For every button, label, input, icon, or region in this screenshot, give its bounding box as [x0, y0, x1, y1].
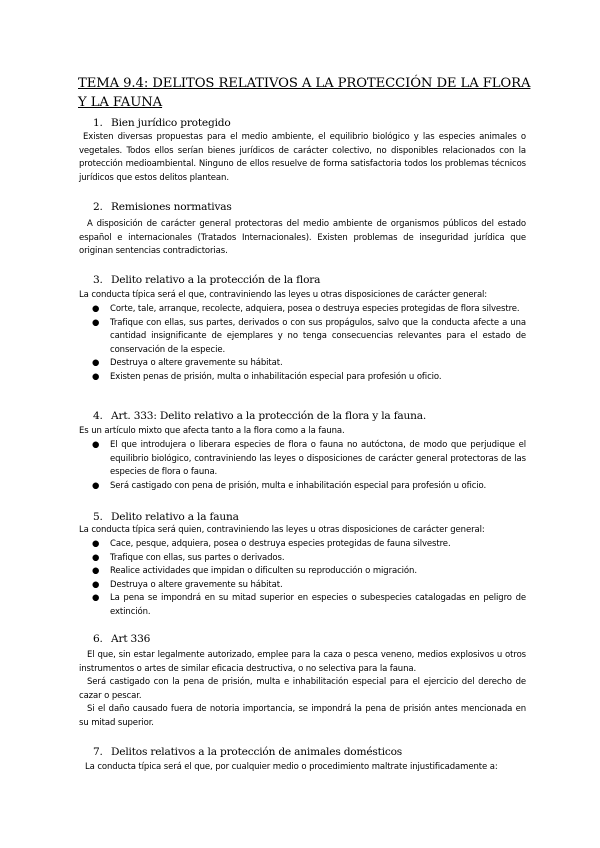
section-number: 3.	[93, 274, 103, 286]
section-heading-7	[93, 745, 402, 759]
paragraph: El que, sin estar legalmente autorizado, emplee para la caza o pesca veneno, medios explosivos u otros instrumentos o artes de similar eficacia destructiva, o no selectiva para la fauna.	[79, 650, 526, 674]
list-item-text: La pena se impondrá en su mitad superior en especies o subespecies catalogadas en peligro de extinción.	[110, 593, 526, 617]
list-item-text: Destruya o altere gravemente su hábitat.	[110, 579, 283, 590]
section-title: Art. 333: Delito relativo a la protección de la flora y la fauna.	[111, 410, 427, 422]
list-item-text: El que introdujera o liberara especies de flora o fauna no autóctona, de modo que perjudique el equilibrio biológico, contraviniendo las leyes o disposiciones de carácter general protectoras de las especies de flora o fauna.	[110, 440, 526, 478]
list-item	[92, 371, 526, 385]
bullet-list	[92, 538, 526, 620]
list-item	[92, 317, 526, 358]
list-item-text: Destruya o altere gravemente su hábitat.	[110, 358, 283, 369]
list-item	[92, 439, 526, 480]
bullet-icon: ●	[92, 304, 100, 314]
list-item	[92, 579, 526, 593]
paragraph: Existen diversas propuestas para el medio ambiente, el equilibrio biológico y las especies animales o vegetales. Todos ellos serían bienes jurídicos de carácter colectivo, no disponibles relacionados con la protección medioambiental. Ninguno de ellos resuelve de forma satisfactoria todos los problemas técnicos jurídicos que estos delitos plantean.	[79, 132, 526, 183]
section-heading-3	[93, 273, 320, 287]
list-item-text: Trafique con ellas, sus partes o derivados.	[110, 552, 285, 563]
bullet-icon: ●	[92, 358, 100, 369]
section-heading-5	[93, 510, 239, 524]
bullet-icon: ●	[92, 593, 100, 604]
bullet-icon: ●	[92, 552, 100, 563]
list-item	[92, 552, 526, 566]
section-title: Delitos relativos a la protección de animales domésticos	[111, 746, 403, 758]
section-intro: La conducta típica será el que, contraviniendo las leyes u otras disposiciones de carácter general:	[79, 290, 488, 300]
bullet-icon: ●	[92, 371, 100, 382]
bullet-icon: ●	[92, 317, 100, 328]
section-number: 4.	[93, 410, 103, 422]
section-number: 7.	[93, 746, 103, 758]
section-intro: La conducta típica será el que, por cualquier medio o procedimiento maltrate injustificadamente a:	[85, 762, 498, 772]
bullet-icon: ●	[92, 539, 100, 549]
list-item-text: Existen penas de prisión, multa o inhabilitación especial para profesión u oficio.	[110, 371, 442, 382]
section-intro: La conducta típica será quien, contraviniendo las leyes u otras disposiciones de carácter general:	[79, 525, 485, 535]
document-title: TEMA 9.4: DELITOS RELATIVOS A LA PROTECCIÓN DE LA FLORA Y LA FAUNA	[78, 76, 531, 110]
list-item	[92, 357, 526, 371]
section-title: Art 336	[111, 633, 151, 645]
bullet-icon: ●	[92, 440, 100, 450]
section-title: Delito relativo a la fauna	[111, 511, 239, 523]
list-item-text: Trafique con ellas, sus partes, derivados o con sus propágulos, salvo que la conducta afecte a una cantidad insignificante de ejemplares y no tenga consecuencias relevantes para el estado de conservación de la especie.	[110, 317, 526, 355]
bullet-list	[92, 439, 526, 493]
section-title: Bien jurídico protegido	[111, 117, 231, 129]
list-item-text: Cace, pesque, adquiera, posea o destruya especies protegidas de fauna silvestre.	[110, 539, 451, 549]
list-item-text: Realice actividades que impidan o dificulten su reproducción o migración.	[110, 566, 417, 577]
section-title: Delito relativo a la protección de la flora	[111, 274, 321, 286]
paragraph: Si el daño causado fuera de notoria importancia, se impondrá la pena de prisión antes mencionada en su mitad superior.	[79, 704, 526, 728]
section-number: 5.	[93, 511, 103, 523]
section-intro: Es un artículo mixto que afecta tanto a la flora como a la fauna.	[79, 426, 345, 436]
section-heading-4	[93, 409, 426, 423]
list-item	[92, 480, 526, 494]
list-item	[92, 303, 526, 317]
list-item-text: Corte, tale, arranque, recolecte, adquiera, posea o destruya especies protegidas de flora silvestre.	[110, 304, 520, 314]
list-item	[92, 538, 526, 552]
list-item	[92, 592, 526, 619]
section-number: 2.	[93, 201, 103, 213]
list-item-text: Será castigado con pena de prisión, multa e inhabilitación especial para profesión u oficio.	[110, 480, 487, 491]
section-number: 6.	[93, 633, 103, 645]
section-number: 1.	[93, 117, 103, 129]
section-heading-2	[93, 200, 232, 214]
section-title: Remisiones normativas	[111, 201, 232, 213]
bullet-icon: ●	[92, 480, 100, 491]
list-item	[92, 565, 526, 579]
section-heading-1	[93, 116, 231, 130]
bullet-icon: ●	[92, 579, 100, 590]
paragraph: Será castigado con la pena de prisión, multa e inhabilitación especial para el ejercicio del derecho de cazar o pescar.	[79, 677, 526, 701]
bullet-list	[92, 303, 526, 385]
paragraph: A disposición de carácter general protectoras del medio ambiente de organismos públicos del estado español e internacionales (Tratados Internacionales). Existen problemas de inseguridad jurídica que originan sentencias contradictorias.	[79, 219, 526, 257]
section-heading-6	[93, 632, 150, 646]
bullet-icon: ●	[92, 566, 100, 577]
